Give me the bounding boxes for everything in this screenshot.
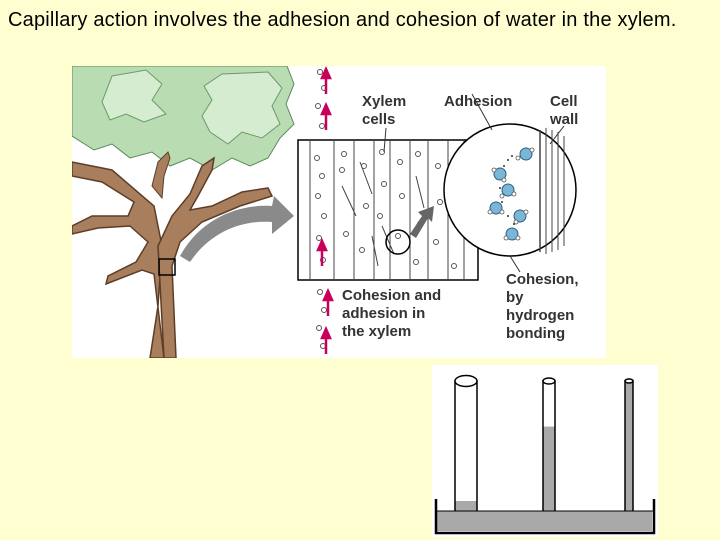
label-cell-wall-line2: wall [550, 111, 579, 128]
medium-tube-water [543, 427, 555, 521]
label-cell-wall-line1: Cell [550, 93, 578, 110]
cohesion-leader [510, 256, 520, 272]
label-adhesion: Adhesion [444, 93, 513, 110]
water-reservoir [436, 511, 652, 531]
medium-tube [543, 378, 555, 521]
wide-tube-rim [455, 376, 477, 387]
label-cohesion-adhesion-line1: Cohesion and [342, 287, 442, 304]
tree-trunk [72, 152, 272, 358]
wide-tube [455, 376, 477, 522]
capillary-tubes-figure [432, 365, 658, 537]
label-cohesion-line2: by [506, 289, 524, 306]
medium-tube-rim [543, 378, 555, 384]
wide-tube-glass [455, 381, 477, 521]
narrow-tube [625, 379, 633, 521]
xylem-diagram [72, 66, 606, 358]
label-cohesion-line4: bonding [506, 325, 566, 342]
xylem-diagram-svg [72, 66, 606, 358]
label-xylem-cells-line1: Xylem [362, 93, 407, 110]
label-cohesion-line3: hydrogen [506, 307, 575, 324]
narrow-tube-water [625, 379, 633, 521]
tree-foliage [72, 66, 294, 170]
label-cohesion-adhesion-line3: the xylem [342, 323, 412, 340]
label-cohesion-line1: Cohesion, [506, 271, 579, 288]
narrow-tube-rim [625, 379, 633, 383]
slide-title: Capillary action involves the adhesion and cohesion of water in the xylem. [8, 9, 677, 31]
label-xylem-cells-line2: cells [362, 111, 396, 128]
label-cohesion-adhesion-line2: adhesion in [342, 305, 426, 322]
capillary-tubes-svg [432, 365, 658, 537]
